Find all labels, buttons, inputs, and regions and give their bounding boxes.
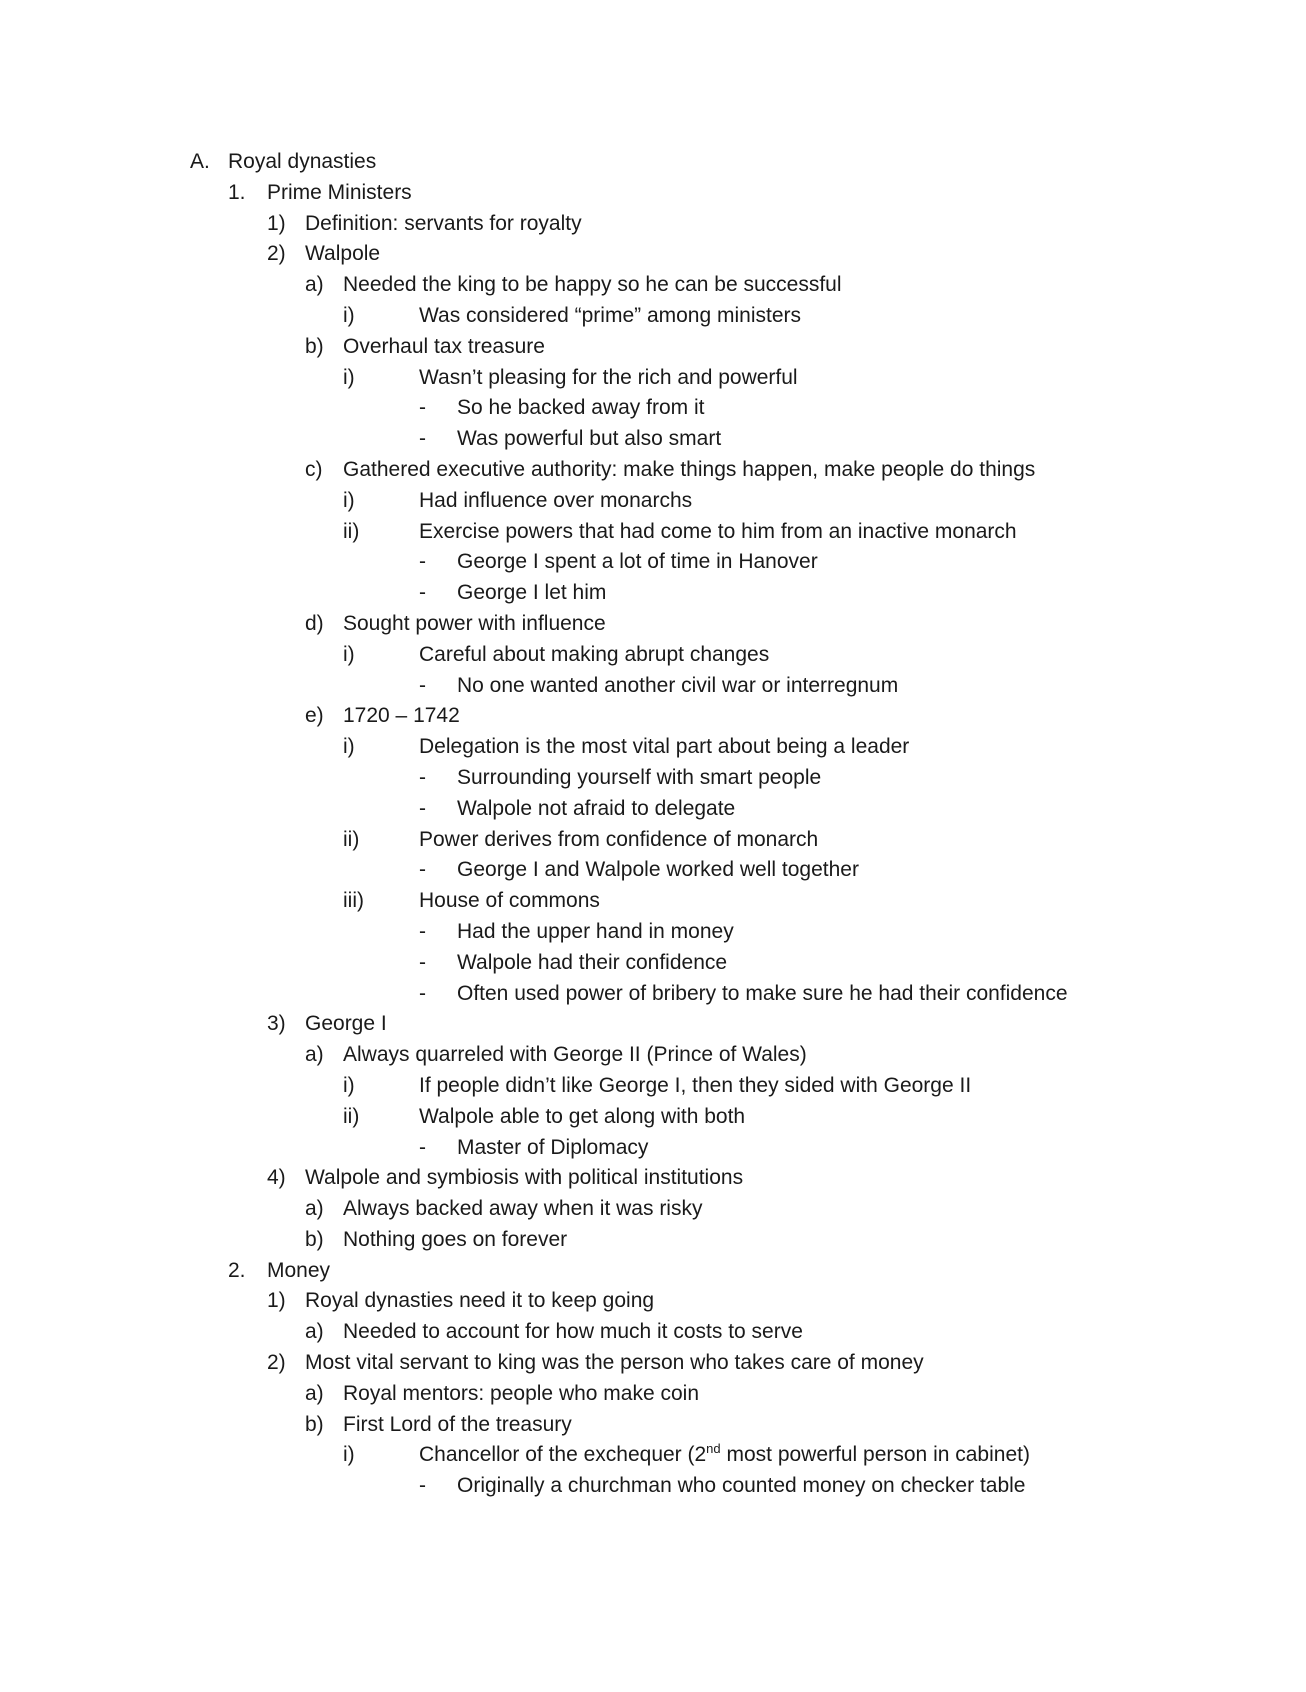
outline-text: Sought power with influence [343,611,606,635]
outline-item [0,1440,1306,1471]
outline-item [0,486,1306,517]
outline-marker: 2) [267,242,286,266]
outline-text: Gathered executive authority: make things happen, make people do things [343,457,1036,481]
outline-item [0,455,1306,486]
outline-text: Always quarreled with George II (Prince of Wales) [343,1043,807,1067]
outline-item [0,1071,1306,1102]
outline-item [0,1194,1306,1225]
outline-item [0,332,1306,363]
outline-marker: 2. [228,1258,246,1282]
bullet-dash: - [419,396,426,420]
outline-item [0,1040,1306,1071]
outline-text: If people didn’t like George I, then they sided with George II [419,1073,972,1097]
outline-item [0,1163,1306,1194]
outline-item [0,547,1306,578]
outline-marker: a) [305,1381,324,1405]
outline-item [0,301,1306,332]
outline-item [0,1471,1306,1502]
outline-text: Definition: servants for royalty [305,211,582,235]
outline-marker: e) [305,704,324,728]
outline-marker: a) [305,1320,324,1344]
outline-item [0,732,1306,763]
outline-item [0,1009,1306,1040]
outline-text: Walpole had their confidence [457,950,728,974]
outline-item [0,270,1306,301]
outline-item [0,424,1306,455]
outline-text: George I let him [457,581,607,605]
outline-text: Careful about making abrupt changes [419,642,770,666]
outline-marker: i) [343,365,355,389]
outline-marker: b) [305,1412,324,1436]
outline-text: Needed the king to be happy so he can be successful [343,273,842,297]
outline-item [0,1379,1306,1410]
outline-item [0,1102,1306,1133]
outline-marker: i) [343,735,355,759]
outline-marker: ii) [343,1104,360,1128]
bullet-dash: - [419,673,426,697]
outline-text: Exercise powers that had come to him from an inactive monarch [419,519,1017,543]
outline-item [0,948,1306,979]
outline-item [0,609,1306,640]
outline-item [0,794,1306,825]
outline-marker: a) [305,1197,324,1221]
outline-item [0,671,1306,702]
outline-marker: a) [305,1043,324,1067]
bullet-dash: - [419,1474,426,1498]
outline-marker: iii) [343,889,364,913]
outline-marker: i) [343,1073,355,1097]
outline-text: Had influence over monarchs [419,488,693,512]
outline-marker: i) [343,1443,355,1467]
outline-text: Often used power of bribery to make sure he had their confidence [457,981,1068,1005]
outline-text: Was powerful but also smart [457,427,722,451]
outline-text: Overhaul tax treasure [343,334,545,358]
bullet-dash: - [419,796,426,820]
outline-item [0,763,1306,794]
outline-text: 1720 – 1742 [343,704,460,728]
outline-item [0,825,1306,856]
outline-item [0,1348,1306,1379]
outline-item [0,147,1306,178]
bullet-dash: - [419,950,426,974]
outline-text [419,1440,1030,1471]
outline-text: Wasn’t pleasing for the rich and powerful [419,365,798,389]
outline-item [0,1133,1306,1164]
bullet-dash: - [419,919,426,943]
outline-text: Master of Diplomacy [457,1135,649,1159]
bullet-dash: - [419,581,426,605]
outline-marker: i) [343,303,355,327]
outline-text: House of commons [419,889,600,913]
outline-item [0,1410,1306,1441]
outline-text: George I spent a lot of time in Hanover [457,550,818,574]
outline-marker: d) [305,611,324,635]
outline-item [0,917,1306,948]
bullet-dash: - [419,765,426,789]
outline-item [0,855,1306,886]
outline-marker: 1. [228,180,246,204]
outline-marker: i) [343,488,355,512]
outline-text-part: most powerful person in cabinet) [720,1443,1030,1467]
outline-text: Royal dynasties need it to keep going [305,1289,655,1313]
outline-item [0,1256,1306,1287]
outline-text: Delegation is the most vital part about being a leader [419,735,910,759]
outline-marker: ii) [343,827,360,851]
bullet-dash: - [419,858,426,882]
outline-item [0,178,1306,209]
outline-text: Walpole [305,242,381,266]
outline-item [0,886,1306,917]
outline-item [0,393,1306,424]
outline-item [0,979,1306,1010]
outline-marker: 1) [267,1289,286,1313]
outline-text-part: Chancellor of the exchequer (2 [419,1443,707,1467]
outline-marker: 1) [267,211,286,235]
bullet-dash: - [419,550,426,574]
outline-text: Surrounding yourself with smart people [457,765,822,789]
outline-text: Money [267,1258,331,1282]
outline-text: Originally a churchman who counted money on checker table [457,1474,1026,1498]
outline-text: Most vital servant to king was the person who takes care of money [305,1351,924,1375]
outline-marker: b) [305,334,324,358]
outline-text: Walpole able to get along with both [419,1104,746,1128]
outline-text: First Lord of the treasury [343,1412,572,1436]
outline-text: George I and Walpole worked well together [457,858,859,882]
outline-marker: 2) [267,1351,286,1375]
outline-item [0,363,1306,394]
outline-item [0,239,1306,270]
outline-item [0,1317,1306,1348]
outline-text: Power derives from confidence of monarch [419,827,819,851]
outline-document [0,147,1306,1502]
outline-item [0,701,1306,732]
outline-text: Needed to account for how much it costs to serve [343,1320,803,1344]
outline-item [0,578,1306,609]
outline-marker: 3) [267,1012,286,1036]
superscript: nd [706,1441,721,1457]
outline-marker: ii) [343,519,360,543]
outline-marker: A. [190,150,210,173]
outline-item [0,517,1306,548]
outline-text: Royal mentors: people who make coin [343,1381,700,1405]
outline-text: Nothing goes on forever [343,1227,568,1251]
outline-item [0,1286,1306,1317]
outline-marker: c) [305,457,323,481]
bullet-dash: - [419,1135,426,1159]
outline-item [0,1225,1306,1256]
outline-text: Prime Ministers [267,180,412,204]
outline-marker: a) [305,273,324,297]
outline-text: Walpole not afraid to delegate [457,796,736,820]
outline-text: Had the upper hand in money [457,919,734,943]
outline-text: Always backed away when it was risky [343,1197,703,1221]
outline-marker: 4) [267,1166,286,1190]
bullet-dash: - [419,981,426,1005]
bullet-dash: - [419,427,426,451]
outline-text: Royal dynasties [228,150,377,173]
outline-text: So he backed away from it [457,396,705,420]
outline-text: Was considered “prime” among ministers [419,303,802,327]
outline-marker: b) [305,1227,324,1251]
outline-item [0,209,1306,240]
outline-text: George I [305,1012,387,1036]
outline-text: Walpole and symbiosis with political institutions [305,1166,744,1190]
outline-text: No one wanted another civil war or interregnum [457,673,899,697]
outline-marker: i) [343,642,355,666]
outline-item [0,640,1306,671]
